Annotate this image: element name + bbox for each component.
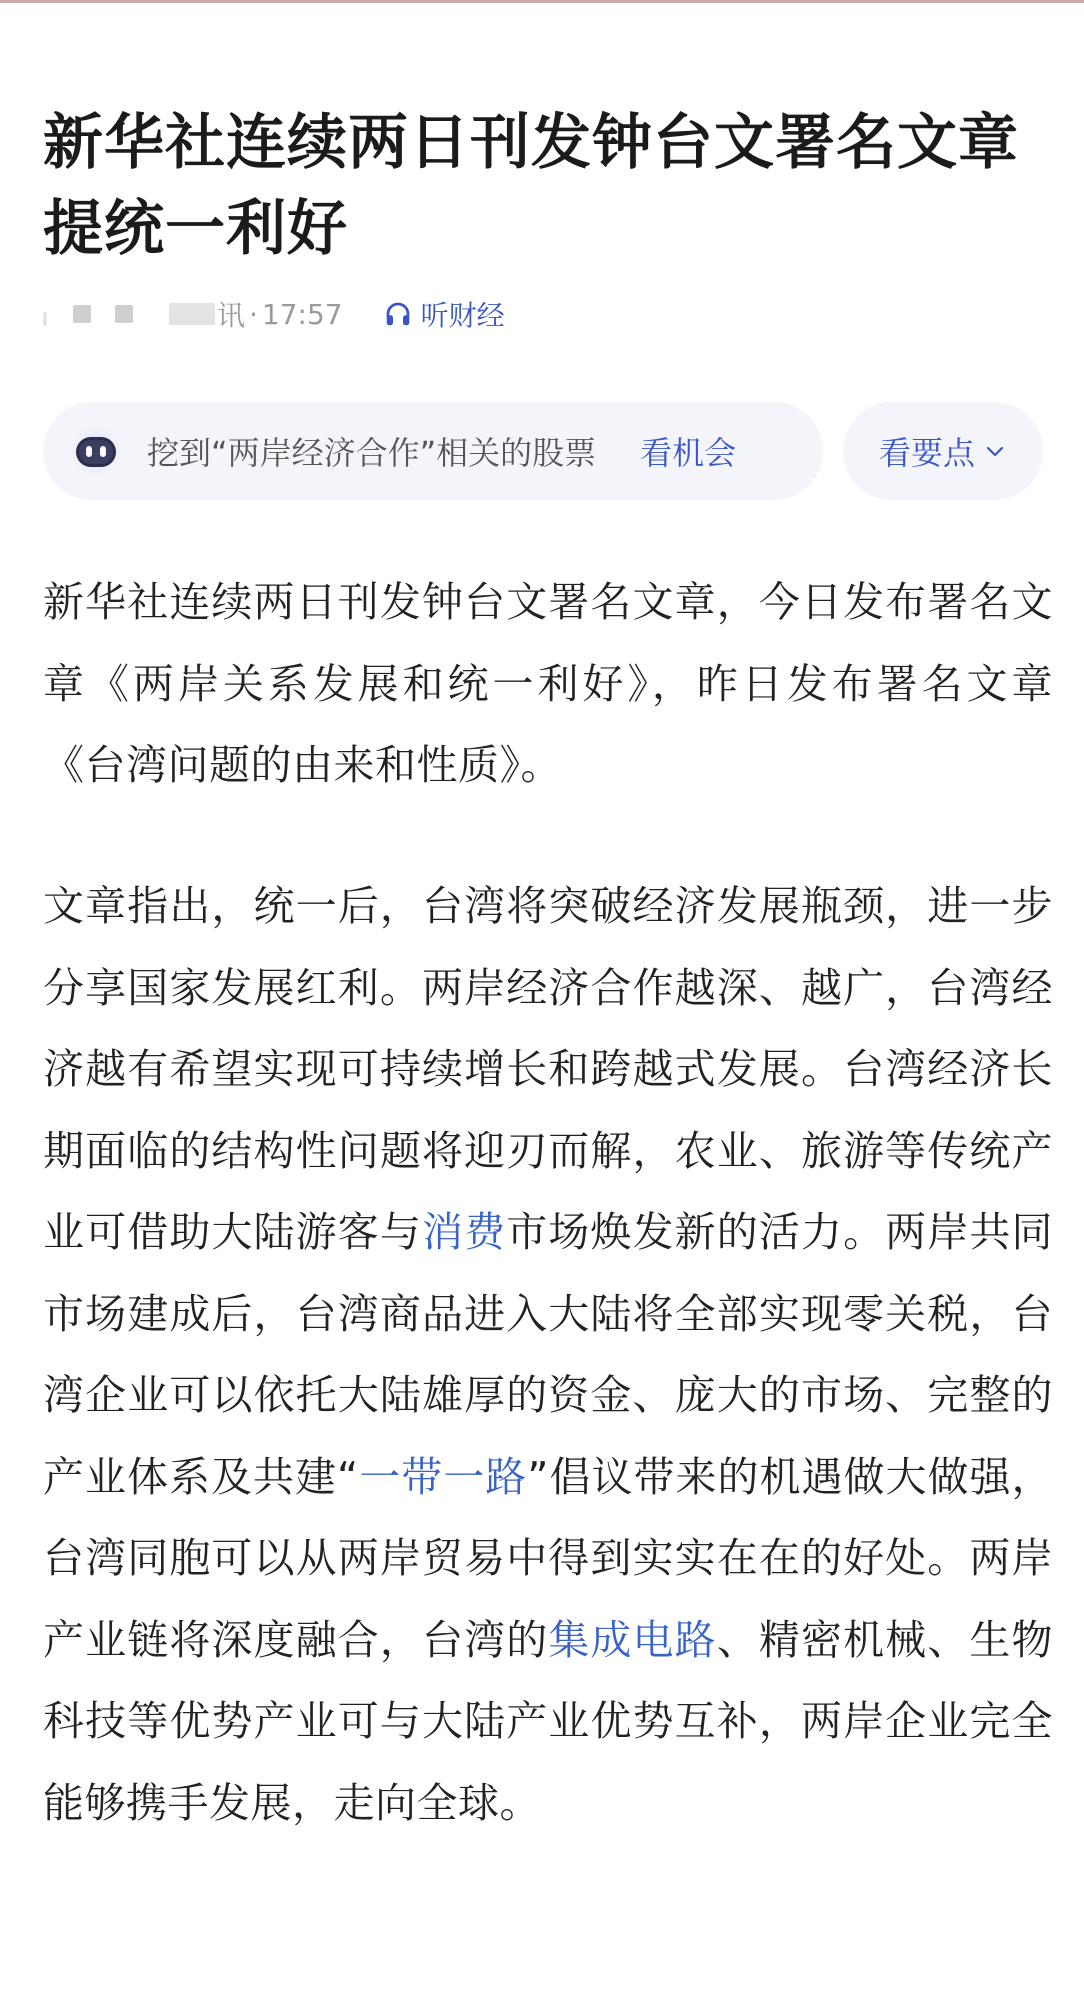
top-divider xyxy=(0,0,1084,3)
article-meta xyxy=(43,292,505,336)
publish-time: 17:57 xyxy=(261,297,343,331)
related-stocks-bar[interactable] xyxy=(43,402,823,500)
robot-icon xyxy=(65,420,127,482)
listen-label: 听财经 xyxy=(420,299,505,332)
body-text: ”倡议带来的机遇做大做强，台湾同胞可以从两岸贸易中得到实实在在的好处。两岸产业链将深度融合，台湾的 xyxy=(43,1452,1053,1664)
chevron-down-icon xyxy=(983,439,1007,463)
link-integrated-circuit[interactable]: 集成电路 xyxy=(548,1615,717,1664)
view-opportunity-link[interactable]: 看机会 xyxy=(640,434,737,472)
redaction-mark xyxy=(43,312,47,326)
paragraph-body xyxy=(43,866,1053,1844)
link-consumption[interactable]: 消费 xyxy=(421,1208,507,1256)
source-suffix: 讯 xyxy=(217,299,246,332)
paragraph-intro: 新华社连续两日刊发钟台文署名文章，今日发布署名文章《两岸关系发展和统一利好》，昨日发布署名文章《台湾问题的由来和性质》。 xyxy=(43,578,1053,789)
related-stocks-text: 挖到“两岸经济合作”相关的股票 xyxy=(147,434,597,472)
redaction-mark xyxy=(115,305,133,323)
body-text: 、精密机械、生物科技等优势产业可与大陆产业优势互补，两岸企业完全能够携手发展，走向全球。 xyxy=(43,1615,1054,1827)
view-keypoints-button[interactable] xyxy=(843,402,1043,500)
article-title: 新华社连续两日刊发钟台文署名文章提统一利好 xyxy=(43,108,1019,265)
headphones-icon xyxy=(383,299,413,329)
body-text: 文章指出，统一后，台湾将突破经济发展瓶颈，进一步分享国家发展红利。两岸经济合作越深、越广，台湾经济越有希望实现可持续增长和跨越式发展。台湾经济长期面临的结构性问题将迎刃而解，农业、旅游等传统产业可借助大陆游客与 xyxy=(43,882,1053,1256)
body-text: 市场焕发新的活力。两岸共同市场建成后，台湾商品进入大陆将全部实现零关税，台湾企业可以依托大陆雄厚的资金、庞大的市场、完整的产业体系及共建“ xyxy=(43,1208,1054,1501)
link-belt-and-road[interactable]: 一带一路 xyxy=(358,1452,528,1501)
source-redacted xyxy=(43,302,215,326)
redaction-mark xyxy=(169,303,215,325)
redaction-mark xyxy=(73,305,91,323)
keypoints-label: 看要点 xyxy=(878,434,975,472)
meta-separator: · xyxy=(249,297,258,331)
listen-button[interactable] xyxy=(383,294,505,334)
